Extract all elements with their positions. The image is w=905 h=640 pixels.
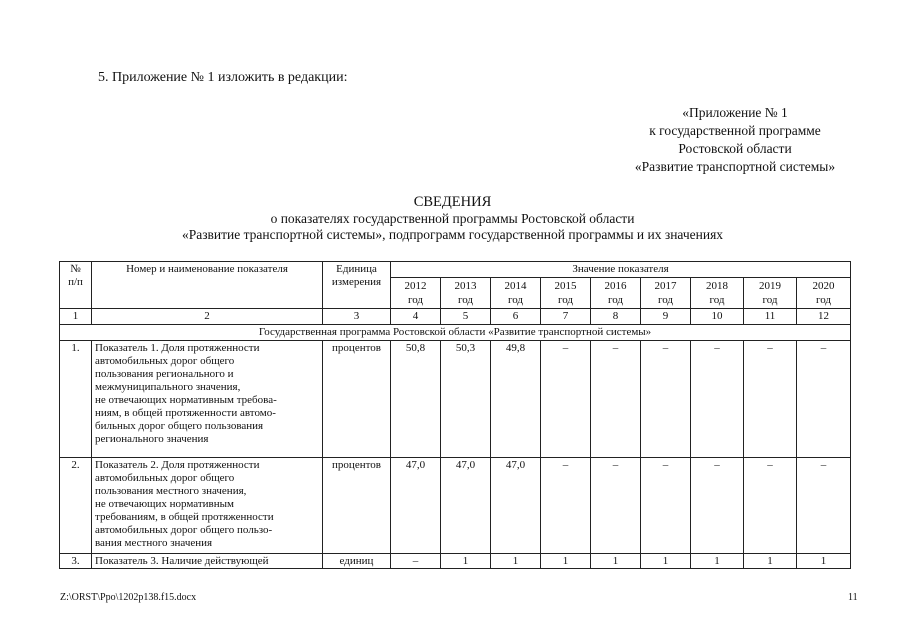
header-year: 2013 год: [441, 278, 491, 309]
column-number: 7: [541, 309, 591, 325]
header-year: 2014 год: [491, 278, 541, 309]
column-number: 9: [641, 309, 691, 325]
value-cell: –: [541, 458, 591, 554]
value-cell: 50,8: [391, 341, 441, 458]
value-cell: –: [641, 341, 691, 458]
column-number: 8: [591, 309, 641, 325]
value-cell: –: [744, 341, 797, 458]
unit: процентов: [323, 458, 391, 554]
header-year: 2015 год: [541, 278, 591, 309]
table-row: [60, 341, 851, 458]
table-row: [60, 554, 851, 569]
value-cell: –: [541, 341, 591, 458]
value-cell: 47,0: [391, 458, 441, 554]
value-cell: 1: [691, 554, 744, 569]
value-cell: 50,3: [441, 341, 491, 458]
header-year: 2020 год: [797, 278, 851, 309]
header-year: 2017 год: [641, 278, 691, 309]
value-cell: 47,0: [441, 458, 491, 554]
header-unit: Единица измерения: [323, 262, 391, 309]
document-title-block: [0, 194, 905, 243]
row-number: 2.: [60, 458, 92, 554]
intro-text: 5. Приложение № 1 изложить в редакции:: [98, 70, 348, 85]
header-year: 2012 год: [391, 278, 441, 309]
value-cell: –: [591, 458, 641, 554]
column-number: 10: [691, 309, 744, 325]
row-number: 1.: [60, 341, 92, 458]
value-cell: –: [691, 458, 744, 554]
indicators-table: [59, 261, 851, 569]
section-row: [60, 325, 851, 341]
column-number: 11: [744, 309, 797, 325]
table-row: [60, 458, 851, 554]
column-number: 12: [797, 309, 851, 325]
document-subtitle-line: «Развитие транспортной системы», подпрограмм государственной программы и их значениях: [181, 227, 724, 242]
value-cell: –: [797, 458, 851, 554]
column-number: 1: [60, 309, 92, 325]
column-number: 5: [441, 309, 491, 325]
value-cell: –: [797, 341, 851, 458]
value-cell: 1: [541, 554, 591, 569]
document-subtitle-line: о показателях государственной программы Ростовской области: [270, 211, 635, 226]
indicator-name: Показатель 3. Наличие действующей: [92, 554, 323, 569]
document-title: СВЕДЕНИЯ: [413, 194, 492, 210]
appendix-line: «Развитие транспортной системы»: [634, 159, 836, 174]
indicator-name: Показатель 2. Доля протяженности автомобильных дорог общего пользования местного значения, не отвечающих нормативным требованиям, в общей протяженности автомобильных дорог общего пользо- вания местного значения: [92, 458, 323, 554]
column-number: 3: [323, 309, 391, 325]
column-number: 2: [92, 309, 323, 325]
header-num: № п/п: [60, 262, 92, 309]
appendix-line: «Приложение № 1: [682, 105, 788, 120]
footer-file-path: Z:\ORST\Ppo\1202p138.f15.docx: [60, 592, 197, 603]
value-cell: 49,8: [491, 341, 541, 458]
indicator-name: Показатель 1. Доля протяженности автомобильных дорог общего пользования регионального и межмуниципального значения, не отвечающих нормативным требова- ниям, в общей протяженности автомо- бильных дорог общего пользования регионального значения: [92, 341, 323, 458]
header-year: 2018 год: [691, 278, 744, 309]
column-number: 6: [491, 309, 541, 325]
value-cell: 1: [491, 554, 541, 569]
unit: процентов: [323, 341, 391, 458]
appendix-line: Ростовской области: [678, 141, 792, 156]
value-cell: –: [591, 341, 641, 458]
row-number: 3.: [60, 554, 92, 569]
value-cell: 1: [591, 554, 641, 569]
header-year: 2019 год: [744, 278, 797, 309]
column-number: 4: [391, 309, 441, 325]
column-numbers-row: [60, 309, 851, 325]
value-cell: 1: [641, 554, 691, 569]
footer-page-number: 11: [848, 592, 858, 603]
section-title: Государственная программа Ростовской области «Развитие транспортной системы»: [60, 325, 851, 341]
unit: единиц: [323, 554, 391, 569]
value-cell: –: [691, 341, 744, 458]
appendix-line: к государственной программе: [649, 123, 821, 138]
value-cell: –: [744, 458, 797, 554]
value-cell: 1: [797, 554, 851, 569]
value-cell: 1: [441, 554, 491, 569]
header-year: 2016 год: [591, 278, 641, 309]
value-cell: –: [641, 458, 691, 554]
appendix-header: [600, 104, 870, 176]
value-cell: 1: [744, 554, 797, 569]
value-cell: –: [391, 554, 441, 569]
header-name: Номер и наименование показателя: [92, 262, 323, 309]
value-cell: 47,0: [491, 458, 541, 554]
header-values: Значение показателя: [391, 262, 851, 278]
